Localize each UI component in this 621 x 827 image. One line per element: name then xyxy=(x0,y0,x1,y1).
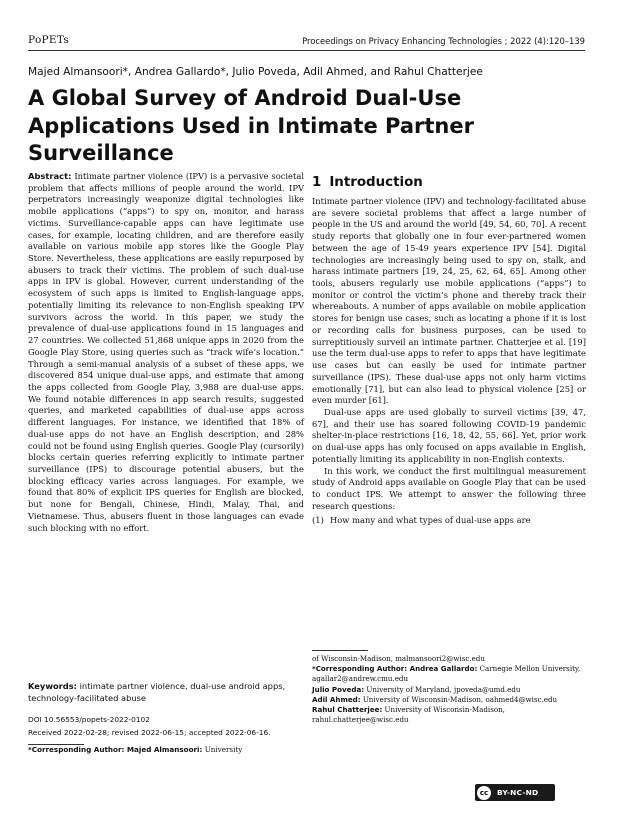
received-dates: Received 2022-02-28; revised 2022-06-15; accepted 2022-06-16. xyxy=(28,728,271,737)
abstract-text: Intimate partner violence (IPV) is a pervasive societal problem that affects millions of people around the world. IPV perpetrators increasingly weaponize digital technologies like mobile applications (“apps”) to spy on, monitor, and harass victims. Surveillance-capable apps can have legitimate use cases, for example, locating children, and are therefore easily available on various mobile app stores like the Google Play Store. Nevertheless, these applications are easily repurposed by abusers to track their victims. The problem of such dual-use apps in IPV is global. However, current understanding of the ecosystem of such apps is limited to English-language apps, potentially limiting its relevance to non-English speaking IPV survivors across the world. In this paper, we study the prevalence of dual-use applications found in 15 languages and 27 countries. We collected 51,868 unique apps in 2020 from the Google Play Store, using queries such as “track wife’s location.” Through a semi-manual analysis of a subset of these apps, we discovered 854 unique dual-use apps, and estimate that among the apps collected from Google Play, 3,988 are dual-use apps. We found notable differences in app search results, suggested queries, and marketed capabilities of dual-use apps across different languages. For instance, we identified that 18% of dual-use apps do not have an English description, and 28% could not be found using English queries. Google Play (cursorily) blocks certain queries referring explicitly to intimate partner surveillance (IPS) to discourage potential abusers, but the blocking efficacy varies across languages. For example, we found that 80% of explicit IPS queries for English are blocked, but none for Bengali, Chinese, Hindi, Malay, Thai, and Vietnamese. Thus, abusers fluent in those languages can evade such blocking with no effort. xyxy=(28,171,304,533)
journal-short-name: PoPETs xyxy=(28,34,70,46)
affiliation-text: University of Maryland, jpoveda@umd.edu xyxy=(366,684,521,694)
affiliation xyxy=(312,705,582,725)
question-number: (1) xyxy=(312,515,324,526)
affiliation-label: Adil Ahmed: xyxy=(312,694,361,704)
affiliation-text: Carnegie Mellon University, agallar2@andrew.cmu.edu xyxy=(312,664,581,684)
footnote-label: *Corresponding Author: Majed Almansoori: xyxy=(28,745,203,754)
affiliation xyxy=(312,695,582,705)
affiliation xyxy=(312,685,582,695)
cc-license-badge[interactable] xyxy=(475,784,555,801)
journal-citation: Proceedings on Privacy Enhancing Technologies ; 2022 (4):120–139 xyxy=(302,36,585,46)
affiliation-text: University of Wisconsin-Madison, rahul.chatterjee@wisc.edu xyxy=(312,705,505,725)
footnote-rule-right xyxy=(312,650,368,651)
affiliation-text: University of Wisconsin-Madison, oahmed4@wisc.edu xyxy=(362,694,558,704)
abstract-column xyxy=(28,171,304,534)
header-rule xyxy=(28,50,585,51)
section-heading xyxy=(312,175,423,190)
affiliation-label: Rahul Chatterjee: xyxy=(312,705,383,715)
research-question xyxy=(312,515,586,527)
abstract-label: Abstract: xyxy=(28,171,72,181)
introduction-column xyxy=(312,196,586,527)
paper-title: A Global Survey of Android Dual-Use Applications Used in Intimate Partner Surveillance xyxy=(28,86,474,165)
section-number: 1 xyxy=(312,175,322,190)
license-text: BY-NC-ND xyxy=(497,788,539,797)
author-affiliations xyxy=(312,654,582,725)
section-title: Introduction xyxy=(329,175,423,190)
intro-paragraph: In this work, we conduct the first multilingual measurement study of Android apps available on Google Play that can be used to conduct IPS. We attempt to answer the following three research questions: xyxy=(312,465,586,511)
footnote-text: University xyxy=(204,745,243,754)
affiliation xyxy=(312,664,582,684)
keywords-text: intimate partner violence, dual-use android apps, technology-facilitated abuse xyxy=(28,681,286,703)
question-text: How many and what types of dual-use apps are xyxy=(330,515,531,526)
affiliation-label: *Corresponding Author: Andrea Gallardo: xyxy=(312,664,478,674)
keywords-label: Keywords: xyxy=(28,681,77,691)
doi: DOI 10.56553/popets-2022-0102 xyxy=(28,715,150,724)
intro-paragraph: Intimate partner violence (IPV) and technology-facilitated abuse are severe societal problems that affect a large number of people in the US and around the world [49, 54, 60, 70]. A recent study reports that globally one in four ever-partnered women between the age of 15-49 years experience IPV [54]. Digital technologies are increasingly being used to spy on, stalk, and harass intimate partners [19, 24, 25, 62, 64, 65]. Among other tools, abusers regularly use mobile applications (“apps”) to monitor or control the victim’s phone and thereby track their whereabouts. A number of apps available on mobile application stores for benign use cases, such as locating a phone if it is lost or recording calls for business purposes, can be used to surreptitiously surveil an intimate partner. Chatterjee et al. [19] use the term dual-use apps to refer to apps that have legitimate use cases but can easily be used for intimate partner surveillance (IPS). These dual-use apps not only harm victims emotionally [71], but can also lead to physical violence [25] or even murder [61]. xyxy=(312,196,586,406)
abstract xyxy=(28,171,304,534)
footnote-corresponding-author xyxy=(28,745,242,754)
intro-paragraph: Dual-use apps are used globally to surveil victims [39, 47, 67], and their use has soared following COVID-19 pandemic shelter-in-place restrictions [16, 18, 42, 55, 66]. Yet, prior work on dual-use apps has only focused on apps available in English, potentially limiting its applicability in non-English contexts. xyxy=(312,406,586,464)
affiliation-label: Julio Poveda: xyxy=(312,684,365,694)
author-list: Majed Almansoori*, Andrea Gallardo*, Julio Poveda, Adil Ahmed, and Rahul Chatterjee xyxy=(28,66,483,78)
keywords xyxy=(28,681,304,704)
affiliation-continued: of Wisconsin-Madison, malmansoori2@wisc.edu xyxy=(312,654,485,663)
creative-commons-icon: cc xyxy=(477,786,491,800)
